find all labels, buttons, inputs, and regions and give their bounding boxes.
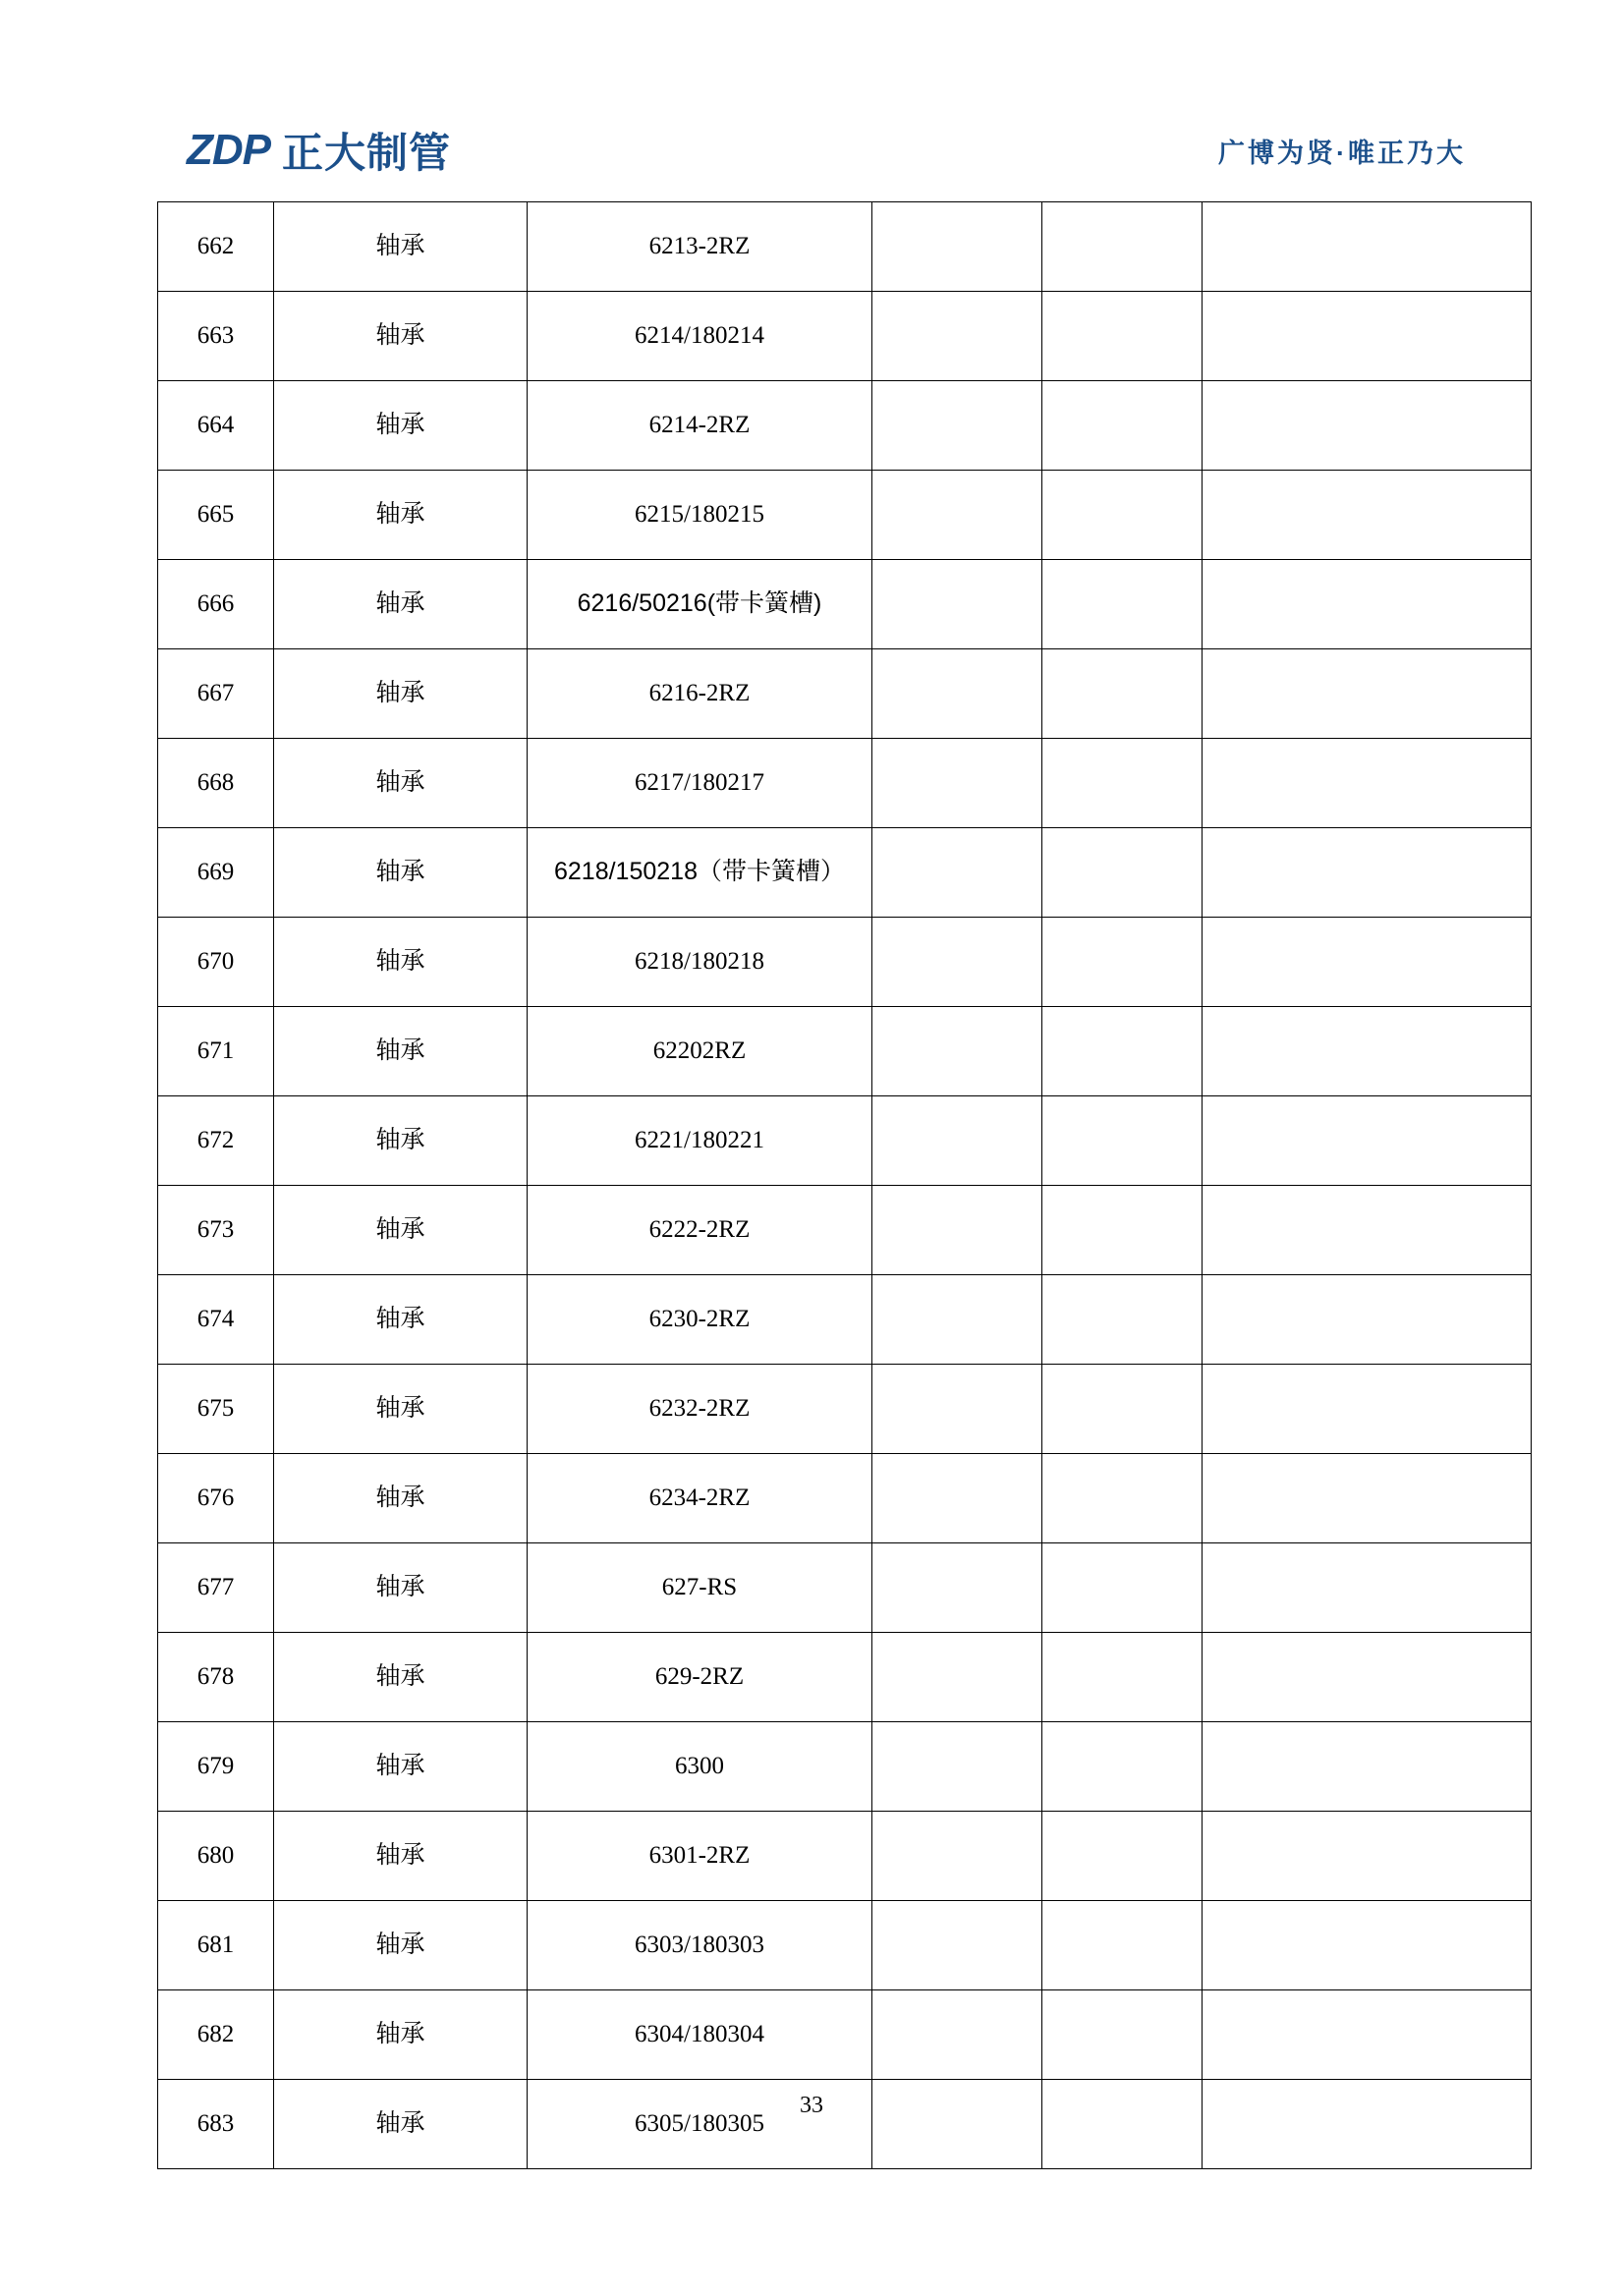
table-row	[158, 1812, 1532, 1901]
cell-extra-3	[1203, 1722, 1532, 1812]
cell-index: 678	[158, 1633, 274, 1722]
cell-spec: 6215/180215	[528, 471, 872, 560]
table-row	[158, 828, 1532, 918]
table-row	[158, 292, 1532, 381]
cell-extra-2	[1042, 1365, 1203, 1454]
cell-extra-1	[872, 1812, 1042, 1901]
cell-spec: 6300	[528, 1722, 872, 1812]
cell-index: 681	[158, 1901, 274, 1990]
cell-extra-1	[872, 1365, 1042, 1454]
cell-spec: 6230-2RZ	[528, 1275, 872, 1365]
cell-index: 674	[158, 1275, 274, 1365]
cell-extra-1	[872, 1007, 1042, 1096]
cell-extra-2	[1042, 1007, 1203, 1096]
cell-spec: 6216/50216(带卡簧槽)	[528, 560, 872, 649]
company-logo	[187, 121, 451, 180]
inventory-table	[157, 201, 1532, 2169]
table-row	[158, 918, 1532, 1007]
cell-extra-1	[872, 828, 1042, 918]
cell-extra-3	[1203, 381, 1532, 471]
cell-extra-3	[1203, 292, 1532, 381]
cell-extra-1	[872, 739, 1042, 828]
cell-spec: 6303/180303	[528, 1901, 872, 1990]
cell-index: 662	[158, 202, 274, 292]
table-row	[158, 1186, 1532, 1275]
cell-extra-2	[1042, 1901, 1203, 1990]
cell-index: 664	[158, 381, 274, 471]
cell-extra-2	[1042, 381, 1203, 471]
cell-index: 677	[158, 1543, 274, 1633]
cell-extra-1	[872, 1722, 1042, 1812]
cell-extra-1	[872, 649, 1042, 739]
cell-extra-1	[872, 202, 1042, 292]
cell-spec: 6217/180217	[528, 739, 872, 828]
cell-extra-3	[1203, 1275, 1532, 1365]
cell-name: 轴承	[274, 1990, 528, 2080]
table-row	[158, 560, 1532, 649]
cell-extra-3	[1203, 918, 1532, 1007]
cell-extra-1	[872, 1633, 1042, 1722]
cell-index: 670	[158, 918, 274, 1007]
cell-index: 682	[158, 1990, 274, 2080]
cell-extra-3	[1203, 1454, 1532, 1543]
cell-name: 轴承	[274, 1901, 528, 1990]
cell-index: 671	[158, 1007, 274, 1096]
table-row	[158, 1722, 1532, 1812]
cell-name: 轴承	[274, 1454, 528, 1543]
cell-extra-3	[1203, 1365, 1532, 1454]
cell-spec: 6214/180214	[528, 292, 872, 381]
cell-index: 665	[158, 471, 274, 560]
table-row	[158, 1096, 1532, 1186]
cell-name: 轴承	[274, 739, 528, 828]
cell-name: 轴承	[274, 1633, 528, 1722]
table-row	[158, 471, 1532, 560]
cell-extra-1	[872, 1543, 1042, 1633]
cell-name: 轴承	[274, 202, 528, 292]
cell-extra-3	[1203, 828, 1532, 918]
cell-extra-3	[1203, 649, 1532, 739]
cell-extra-2	[1042, 202, 1203, 292]
cell-name: 轴承	[274, 918, 528, 1007]
cell-name: 轴承	[274, 381, 528, 471]
cell-index: 683	[158, 2080, 274, 2169]
cell-extra-1	[872, 292, 1042, 381]
cell-name: 轴承	[274, 560, 528, 649]
cell-spec: 6218/150218（带卡簧槽）	[528, 828, 872, 918]
table-row	[158, 1365, 1532, 1454]
cell-index: 679	[158, 1722, 274, 1812]
cell-extra-2	[1042, 1275, 1203, 1365]
cell-spec: 627-RS	[528, 1543, 872, 1633]
cell-extra-3	[1203, 1633, 1532, 1722]
cell-extra-2	[1042, 560, 1203, 649]
table-row	[158, 739, 1532, 828]
cell-extra-3	[1203, 739, 1532, 828]
cell-extra-2	[1042, 1990, 1203, 2080]
cell-extra-3	[1203, 202, 1532, 292]
cell-extra-1	[872, 471, 1042, 560]
cell-extra-2	[1042, 1722, 1203, 1812]
cell-spec: 6232-2RZ	[528, 1365, 872, 1454]
cell-extra-3	[1203, 560, 1532, 649]
company-slogan: 广博为贤·唯正乃大	[1218, 138, 1466, 168]
cell-extra-3	[1203, 471, 1532, 560]
table-row	[158, 1543, 1532, 1633]
table-row	[158, 1454, 1532, 1543]
table-row	[158, 1275, 1532, 1365]
cell-name: 轴承	[274, 471, 528, 560]
cell-extra-1	[872, 918, 1042, 1007]
cell-index: 676	[158, 1454, 274, 1543]
cell-index: 669	[158, 828, 274, 918]
cell-extra-2	[1042, 471, 1203, 560]
cell-extra-2	[1042, 1454, 1203, 1543]
cell-extra-2	[1042, 292, 1203, 381]
cell-extra-2	[1042, 1096, 1203, 1186]
cell-name: 轴承	[274, 1365, 528, 1454]
cell-spec: 629-2RZ	[528, 1633, 872, 1722]
table-row	[158, 1990, 1532, 2080]
zdp-logo-icon: ZDP	[187, 126, 270, 174]
cell-index: 680	[158, 1812, 274, 1901]
cell-name: 轴承	[274, 1275, 528, 1365]
cell-extra-2	[1042, 649, 1203, 739]
cell-extra-2	[1042, 918, 1203, 1007]
cell-extra-1	[872, 1186, 1042, 1275]
cell-extra-2	[1042, 1543, 1203, 1633]
cell-extra-2	[1042, 1633, 1203, 1722]
cell-extra-1	[872, 560, 1042, 649]
cell-spec: 6234-2RZ	[528, 1454, 872, 1543]
cell-index: 663	[158, 292, 274, 381]
company-name-cn: 正大制管	[282, 130, 452, 176]
cell-extra-1	[872, 1275, 1042, 1365]
cell-extra-3	[1203, 1543, 1532, 1633]
cell-extra-1	[872, 1096, 1042, 1186]
cell-extra-1	[872, 1454, 1042, 1543]
cell-index: 672	[158, 1096, 274, 1186]
table-row	[158, 649, 1532, 739]
cell-index: 667	[158, 649, 274, 739]
cell-name: 轴承	[274, 828, 528, 918]
cell-spec: 6222-2RZ	[528, 1186, 872, 1275]
cell-spec: 6218/180218	[528, 918, 872, 1007]
cell-spec: 6304/180304	[528, 1990, 872, 2080]
cell-spec: 6305/180305	[528, 2080, 872, 2169]
cell-spec: 6301-2RZ	[528, 1812, 872, 1901]
cell-spec: 6216-2RZ	[528, 649, 872, 739]
table-row	[158, 1633, 1532, 1722]
cell-spec: 62202RZ	[528, 1007, 872, 1096]
cell-extra-3	[1203, 1812, 1532, 1901]
cell-extra-1	[872, 1990, 1042, 2080]
cell-extra-3	[1203, 1096, 1532, 1186]
cell-name: 轴承	[274, 1543, 528, 1633]
cell-extra-2	[1042, 739, 1203, 828]
page-number: 33	[800, 2093, 823, 2118]
table-row	[158, 1007, 1532, 1096]
cell-index: 673	[158, 1186, 274, 1275]
cell-extra-2	[1042, 828, 1203, 918]
inventory-table-wrap	[157, 201, 1454, 2169]
cell-index: 675	[158, 1365, 274, 1454]
cell-extra-1	[872, 381, 1042, 471]
table-row	[158, 1901, 1532, 1990]
cell-name: 轴承	[274, 1007, 528, 1096]
cell-extra-2	[1042, 1812, 1203, 1901]
cell-name: 轴承	[274, 2080, 528, 2169]
cell-extra-3	[1203, 1186, 1532, 1275]
cell-extra-3	[1203, 1901, 1532, 1990]
cell-extra-3	[1203, 1007, 1532, 1096]
cell-name: 轴承	[274, 1096, 528, 1186]
cell-name: 轴承	[274, 1722, 528, 1812]
cell-index: 666	[158, 560, 274, 649]
cell-spec: 6221/180221	[528, 1096, 872, 1186]
page-header	[187, 116, 1466, 185]
cell-extra-3	[1203, 1990, 1532, 2080]
page-footer	[0, 2093, 1623, 2119]
table-row	[158, 202, 1532, 292]
cell-extra-1	[872, 1901, 1042, 1990]
cell-name: 轴承	[274, 1812, 528, 1901]
cell-name: 轴承	[274, 1186, 528, 1275]
table-row	[158, 381, 1532, 471]
cell-index: 668	[158, 739, 274, 828]
cell-extra-2	[1042, 1186, 1203, 1275]
cell-name: 轴承	[274, 292, 528, 381]
cell-spec: 6213-2RZ	[528, 202, 872, 292]
cell-spec: 6214-2RZ	[528, 381, 872, 471]
cell-name: 轴承	[274, 649, 528, 739]
